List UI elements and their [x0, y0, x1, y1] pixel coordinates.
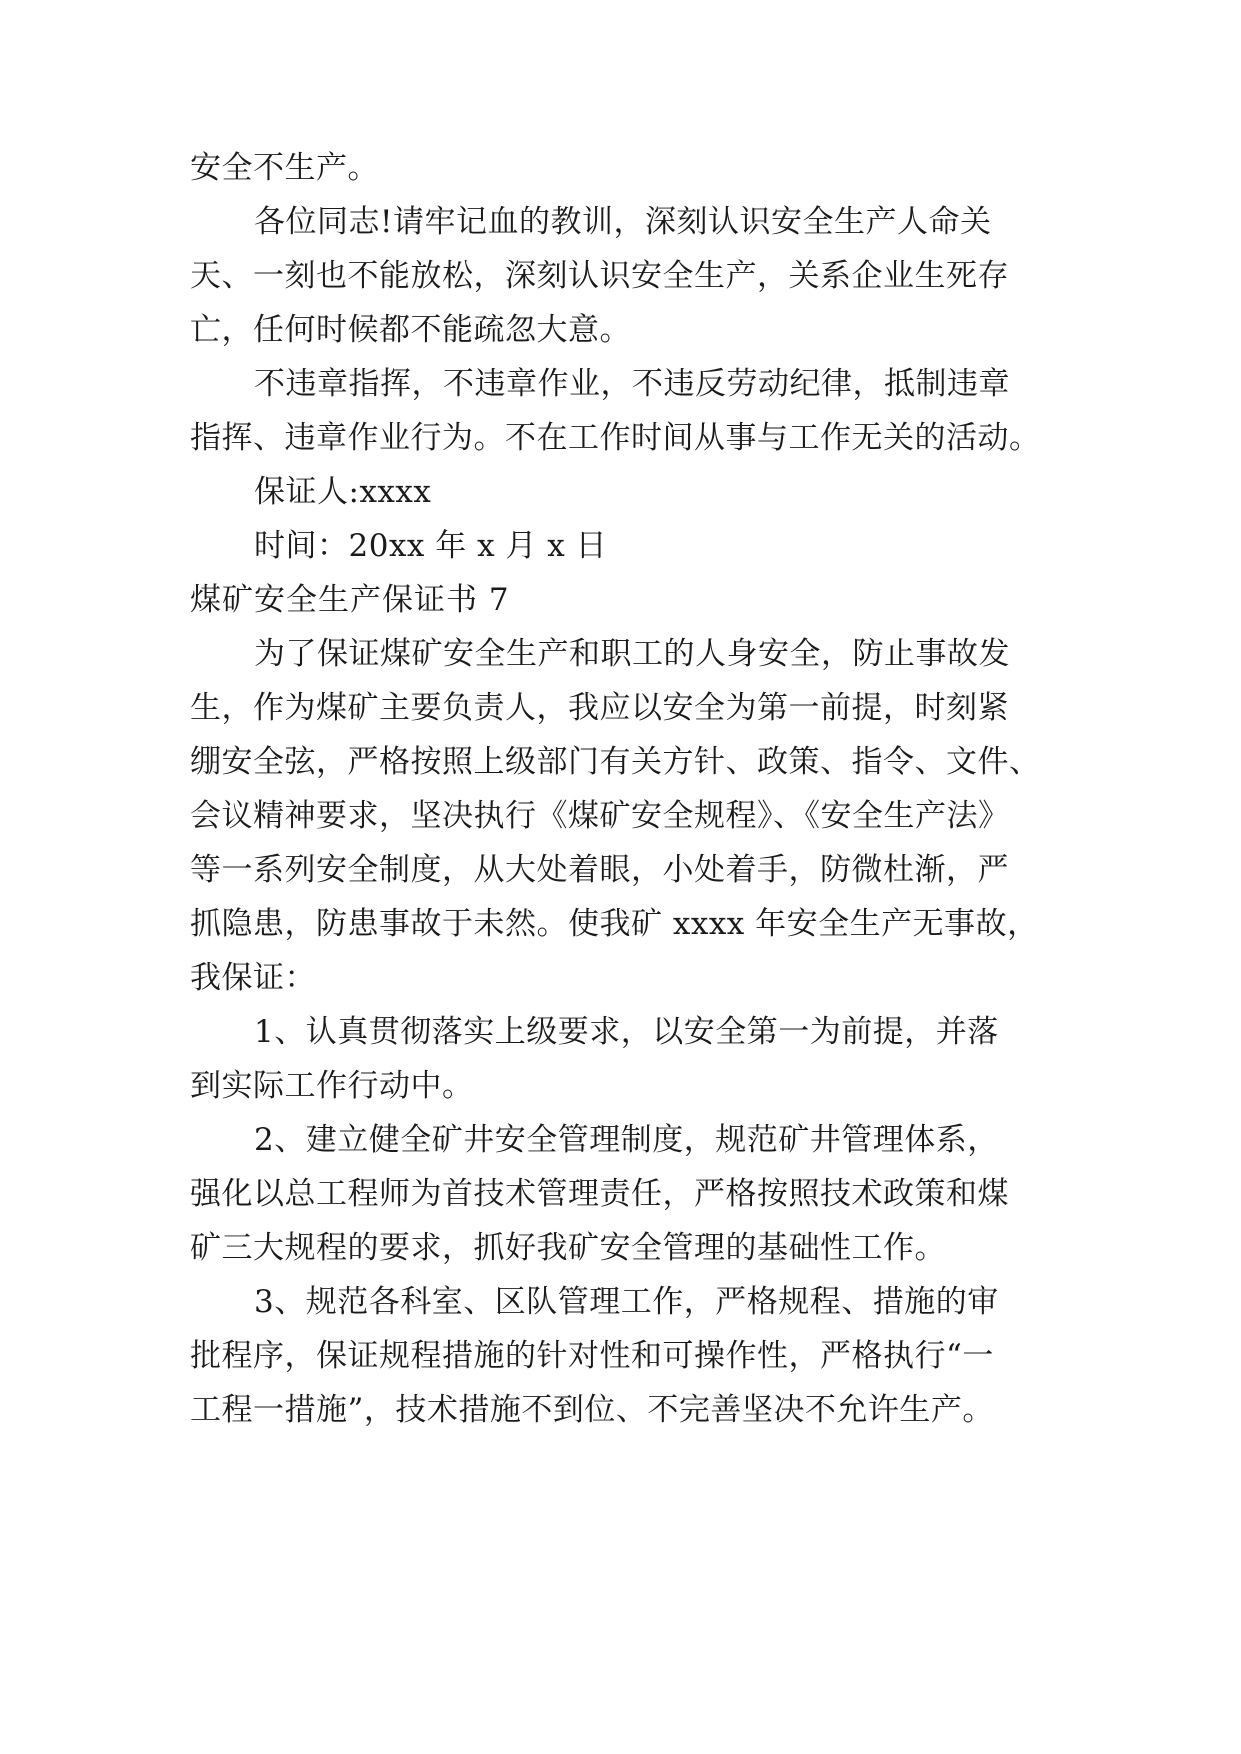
text-line: 强化以总工程师为首技术管理责任，严格按照技术政策和煤	[190, 1176, 1009, 1212]
text-line: 指挥、违章作业行为。不在工作时间从事与工作无关的活动。	[190, 420, 1041, 456]
text-line: 等一系列安全制度，从大处着眼，小处着手，防微杜渐，严	[190, 852, 1009, 888]
text-line: 天、一刻也不能放松，深刻认识安全生产，关系企业生死存	[190, 258, 1009, 294]
list-item-3: 3、规范各科室、区队管理工作，严格规程、措施的审	[254, 1284, 999, 1320]
text-line: 生，作为煤矿主要负责人，我应以安全为第一前提，时刻紧	[190, 690, 1009, 726]
text-line: 会议精神要求，坚决执行《煤矿安全规程》、《安全生产法》	[190, 798, 1010, 834]
text-line: 批程序，保证规程措施的针对性和可操作性，严格执行“一	[190, 1338, 994, 1374]
text-line: 到实际工作行动中。	[190, 1068, 474, 1104]
paragraph-first-line: 不违章指挥，不违章作业，不违反劳动纪律，抵制违章	[254, 366, 1010, 402]
section-title: 煤矿安全生产保证书 7	[190, 582, 510, 618]
text-line: 亡，任何时候都不能疏忽大意。	[190, 312, 631, 348]
text-line: 绷安全弦，严格按照上级部门有关方针、政策、指令、文件、	[190, 744, 1041, 780]
list-item-1: 1、认真贯彻落实上级要求，以安全第一为前提，并落	[254, 1014, 999, 1050]
text-line: 抓隐患，防患事故于未然。使我矿 xxxx 年安全生产无事故，	[190, 906, 1039, 942]
paragraph-first-line: 为了保证煤矿安全生产和职工的人身安全，防止事故发	[254, 636, 1010, 672]
text-line: 矿三大规程的要求，抓好我矿安全管理的基础性工作。	[190, 1230, 946, 1266]
text-line: 安全不生产。	[190, 150, 379, 186]
text-line: 工程一措施”，技术措施不到位、不完善坚决不允许生产。	[190, 1392, 994, 1428]
date-line: 时间：20xx 年 x 月 x 日	[254, 528, 608, 564]
paragraph-first-line: 各位同志!请牢记血的教训，深刻认识安全生产人命关	[254, 204, 992, 240]
text-line: 我保证：	[190, 960, 316, 996]
guarantor-line: 保证人:xxxx	[254, 474, 432, 510]
list-item-2: 2、建立健全矿井安全管理制度，规范矿井管理体系，	[254, 1122, 999, 1158]
